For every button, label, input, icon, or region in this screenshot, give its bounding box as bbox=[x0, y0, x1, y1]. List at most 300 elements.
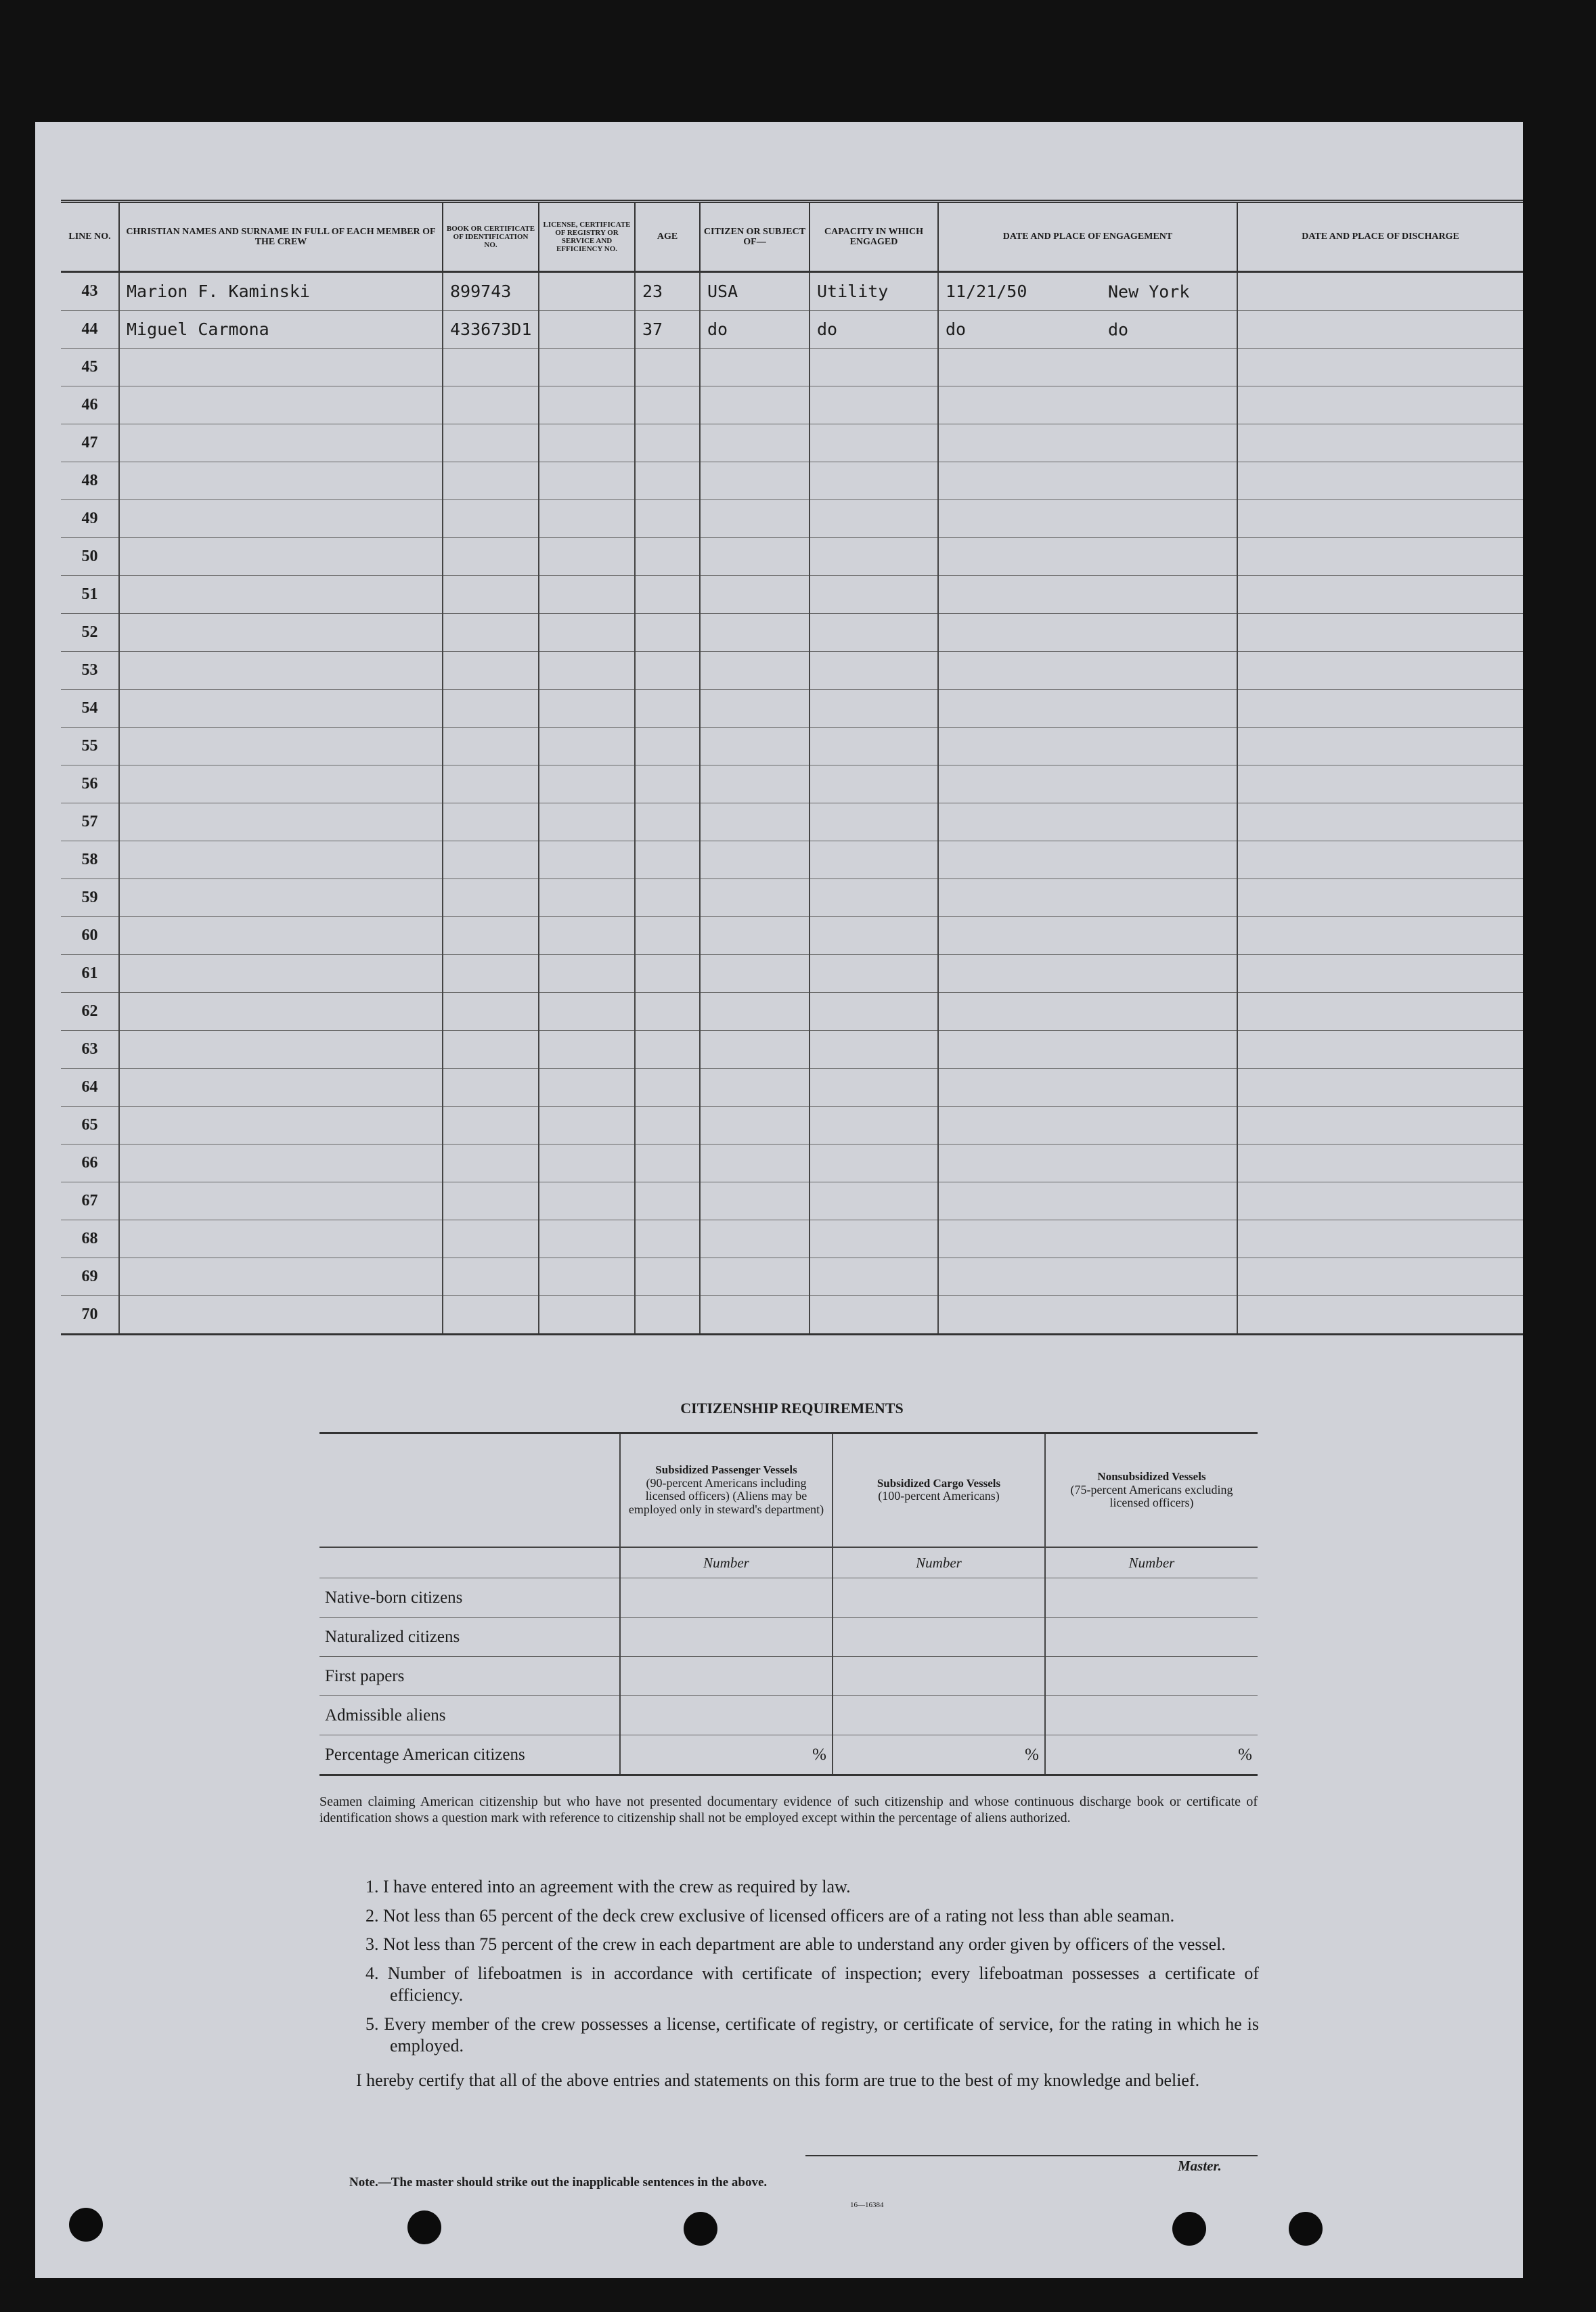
license-number bbox=[539, 1144, 635, 1182]
crew-name bbox=[119, 538, 443, 576]
header-discharge: DATE AND PLACE OF DISCHARGE bbox=[1237, 202, 1523, 272]
capacity bbox=[810, 993, 938, 1031]
discharge bbox=[1237, 841, 1523, 879]
crew-age bbox=[635, 841, 700, 879]
book-number bbox=[443, 424, 539, 462]
discharge bbox=[1237, 1220, 1523, 1258]
engagement bbox=[938, 917, 1237, 955]
discharge bbox=[1237, 955, 1523, 993]
license-number bbox=[539, 1296, 635, 1335]
engagement bbox=[938, 1069, 1237, 1107]
book-number bbox=[443, 462, 539, 500]
capacity bbox=[810, 1296, 938, 1335]
discharge bbox=[1237, 1107, 1523, 1144]
header-book-no: BOOK OR CERTIFICATE OF IDENTIFICATION NO. bbox=[443, 202, 539, 272]
engagement bbox=[938, 614, 1237, 652]
punch-hole bbox=[1289, 2212, 1323, 2246]
citizenship-count-cell bbox=[1045, 1578, 1258, 1618]
license-number bbox=[539, 500, 635, 538]
master-label: Master. bbox=[1178, 2158, 1222, 2174]
line-number: 63 bbox=[61, 1031, 119, 1069]
engagement bbox=[938, 462, 1237, 500]
line-number: 48 bbox=[61, 462, 119, 500]
crew-name bbox=[119, 879, 443, 917]
engagement-place: do bbox=[1108, 319, 1129, 339]
crew-name bbox=[119, 652, 443, 690]
number-label: Number bbox=[620, 1547, 833, 1578]
citizenship bbox=[700, 1220, 810, 1258]
engagement bbox=[938, 652, 1237, 690]
book-number: 433673D1 bbox=[443, 311, 539, 349]
crew-row bbox=[61, 462, 1523, 500]
number-label: Number bbox=[1045, 1547, 1258, 1578]
discharge bbox=[1237, 462, 1523, 500]
discharge bbox=[1237, 1296, 1523, 1335]
citizenship-header-blank bbox=[319, 1433, 620, 1548]
book-number bbox=[443, 349, 539, 386]
citizenship-row bbox=[319, 1696, 1258, 1735]
book-number bbox=[443, 576, 539, 614]
capacity bbox=[810, 1031, 938, 1069]
discharge bbox=[1237, 879, 1523, 917]
header-capacity: CAPACITY IN WHICH ENGAGED bbox=[810, 202, 938, 272]
statements-list bbox=[365, 1876, 1259, 2064]
discharge bbox=[1237, 652, 1523, 690]
discharge bbox=[1237, 1258, 1523, 1296]
citizenship bbox=[700, 1107, 810, 1144]
crew-name: Marion F. Kaminski bbox=[119, 272, 443, 311]
crew-age bbox=[635, 386, 700, 424]
book-number bbox=[443, 652, 539, 690]
discharge bbox=[1237, 690, 1523, 728]
book-number bbox=[443, 803, 539, 841]
crew-name bbox=[119, 1182, 443, 1220]
statement-item: 5. Every member of the crew possesses a license, certificate of registry, or certificate of service, for the rating in which he is employed. bbox=[365, 2014, 1259, 2055]
nonsubsidized-vessels-sub: (75-percent Americans excluding licensed officers) bbox=[1070, 1482, 1233, 1510]
license-number bbox=[539, 462, 635, 500]
crew-row bbox=[61, 1296, 1523, 1335]
capacity bbox=[810, 500, 938, 538]
line-number: 47 bbox=[61, 424, 119, 462]
punch-hole bbox=[1172, 2212, 1206, 2246]
engagement bbox=[938, 841, 1237, 879]
engagement bbox=[938, 311, 1237, 349]
discharge bbox=[1237, 311, 1523, 349]
statement-item: 1. I have entered into an agreement with the crew as required by law. bbox=[365, 1877, 851, 1896]
crew-row bbox=[61, 917, 1523, 955]
line-number: 62 bbox=[61, 993, 119, 1031]
engagement bbox=[938, 576, 1237, 614]
engagement bbox=[938, 1107, 1237, 1144]
crew-name bbox=[119, 1031, 443, 1069]
crew-name bbox=[119, 349, 443, 386]
line-number: 61 bbox=[61, 955, 119, 993]
header-citizen: CITIZEN OR SUBJECT OF— bbox=[700, 202, 810, 272]
book-number bbox=[443, 955, 539, 993]
engagement-date: 11/21/50 bbox=[946, 282, 1027, 301]
engagement bbox=[938, 500, 1237, 538]
citizenship bbox=[700, 1296, 810, 1335]
engagement bbox=[938, 690, 1237, 728]
citizenship-count-cell bbox=[1045, 1618, 1258, 1657]
statement-item: 3. Not less than 75 percent of the crew in each department are able to understand any order given by officers of the vessel. bbox=[365, 1934, 1226, 1954]
citizenship bbox=[700, 917, 810, 955]
crew-row bbox=[61, 765, 1523, 803]
license-number bbox=[539, 1107, 635, 1144]
crew-age bbox=[635, 1069, 700, 1107]
line-number: 70 bbox=[61, 1296, 119, 1335]
license-number bbox=[539, 993, 635, 1031]
crew-age bbox=[635, 993, 700, 1031]
crew-name bbox=[119, 614, 443, 652]
footnote: Note.—The master should strike out the inapplicable sentences in the above. bbox=[349, 2175, 768, 2189]
license-number bbox=[539, 538, 635, 576]
crew-name bbox=[119, 765, 443, 803]
citizenship bbox=[700, 500, 810, 538]
license-number bbox=[539, 1258, 635, 1296]
line-number: 60 bbox=[61, 917, 119, 955]
engagement bbox=[938, 993, 1237, 1031]
engagement bbox=[938, 424, 1237, 462]
capacity bbox=[810, 1182, 938, 1220]
engagement bbox=[938, 728, 1237, 765]
line-number: 69 bbox=[61, 1258, 119, 1296]
book-number bbox=[443, 765, 539, 803]
book-number bbox=[443, 500, 539, 538]
crew-age bbox=[635, 349, 700, 386]
crew-age bbox=[635, 462, 700, 500]
crew-age bbox=[635, 1144, 700, 1182]
crew-row bbox=[61, 576, 1523, 614]
citizenship bbox=[700, 462, 810, 500]
citizenship-count-cell bbox=[833, 1657, 1045, 1696]
citizenship: USA bbox=[700, 272, 810, 311]
crew-age bbox=[635, 424, 700, 462]
crew-name bbox=[119, 1258, 443, 1296]
engagement bbox=[938, 272, 1237, 311]
crew-name bbox=[119, 955, 443, 993]
header-names: CHRISTIAN NAMES AND SURNAME IN FULL OF EACH MEMBER OF THE CREW bbox=[119, 202, 443, 272]
citizenship-row bbox=[319, 1735, 1258, 1775]
crew-age bbox=[635, 728, 700, 765]
discharge bbox=[1237, 1144, 1523, 1182]
crew-name bbox=[119, 500, 443, 538]
engagement bbox=[938, 765, 1237, 803]
citizenship bbox=[700, 1069, 810, 1107]
discharge bbox=[1237, 1182, 1523, 1220]
license-number bbox=[539, 728, 635, 765]
crew-age bbox=[635, 955, 700, 993]
discharge bbox=[1237, 576, 1523, 614]
capacity bbox=[810, 803, 938, 841]
line-number: 65 bbox=[61, 1107, 119, 1144]
book-number bbox=[443, 917, 539, 955]
citizenship bbox=[700, 1258, 810, 1296]
crew-list-table bbox=[61, 200, 1523, 1335]
line-number: 50 bbox=[61, 538, 119, 576]
citizenship bbox=[700, 728, 810, 765]
line-number: 56 bbox=[61, 765, 119, 803]
line-number: 53 bbox=[61, 652, 119, 690]
line-number: 59 bbox=[61, 879, 119, 917]
crew-row bbox=[61, 500, 1523, 538]
master-signature-line bbox=[805, 2155, 1258, 2156]
capacity bbox=[810, 841, 938, 879]
line-number: 55 bbox=[61, 728, 119, 765]
discharge bbox=[1237, 386, 1523, 424]
capacity bbox=[810, 728, 938, 765]
citizenship-row-label: Admissible aliens bbox=[319, 1696, 620, 1735]
license-number bbox=[539, 841, 635, 879]
citizenship bbox=[700, 841, 810, 879]
line-number: 51 bbox=[61, 576, 119, 614]
license-number bbox=[539, 349, 635, 386]
crew-row bbox=[61, 993, 1523, 1031]
license-number bbox=[539, 311, 635, 349]
citizenship bbox=[700, 879, 810, 917]
book-number bbox=[443, 1296, 539, 1335]
header-age: AGE bbox=[635, 202, 700, 272]
crew-age bbox=[635, 614, 700, 652]
license-number bbox=[539, 803, 635, 841]
book-number bbox=[443, 1144, 539, 1182]
license-number bbox=[539, 1069, 635, 1107]
header-passenger-vessels bbox=[620, 1433, 833, 1548]
engagement bbox=[938, 1031, 1237, 1069]
crew-row bbox=[61, 1107, 1523, 1144]
book-number bbox=[443, 728, 539, 765]
citizenship-row-label: First papers bbox=[319, 1657, 620, 1696]
citizenship bbox=[700, 576, 810, 614]
seamen-note: Seamen claiming American citizenship but who have not presented documentary evidence of such citizenship and whose continuous discharge book or certificate of identification shows a question mark with reference to citizenship shall not be employed except within the percentage of aliens authorized. bbox=[319, 1794, 1258, 1825]
crew-age bbox=[635, 500, 700, 538]
number-label: Number bbox=[833, 1547, 1045, 1578]
discharge bbox=[1237, 803, 1523, 841]
book-number bbox=[443, 614, 539, 652]
book-number bbox=[443, 841, 539, 879]
line-number: 54 bbox=[61, 690, 119, 728]
header-nonsubsidized-vessels bbox=[1045, 1433, 1258, 1548]
citizenship bbox=[700, 955, 810, 993]
crew-age bbox=[635, 690, 700, 728]
crew-row bbox=[61, 614, 1523, 652]
header-engagement: DATE AND PLACE OF ENGAGEMENT bbox=[938, 202, 1237, 272]
discharge bbox=[1237, 424, 1523, 462]
capacity bbox=[810, 538, 938, 576]
line-number: 66 bbox=[61, 1144, 119, 1182]
citizenship-row bbox=[319, 1618, 1258, 1657]
certification-text bbox=[319, 2070, 1258, 2092]
capacity bbox=[810, 1107, 938, 1144]
crew-row bbox=[61, 538, 1523, 576]
capacity: Utility bbox=[810, 272, 938, 311]
number-label-row bbox=[319, 1547, 1258, 1578]
certification-body: I hereby certify that all of the above entries and statements on this form are true to the best of my knowledge and belief. bbox=[356, 2070, 1200, 2090]
citizenship-row bbox=[319, 1657, 1258, 1696]
discharge bbox=[1237, 614, 1523, 652]
crew-row bbox=[61, 424, 1523, 462]
crew-name bbox=[119, 917, 443, 955]
crew-table-header bbox=[61, 202, 1523, 272]
license-number bbox=[539, 1182, 635, 1220]
book-number bbox=[443, 1107, 539, 1144]
capacity bbox=[810, 386, 938, 424]
crew-name bbox=[119, 1296, 443, 1335]
crew-age bbox=[635, 879, 700, 917]
line-number: 45 bbox=[61, 349, 119, 386]
capacity bbox=[810, 424, 938, 462]
book-number bbox=[443, 538, 539, 576]
license-number bbox=[539, 690, 635, 728]
book-number bbox=[443, 993, 539, 1031]
citizenship-row-label: Naturalized citizens bbox=[319, 1618, 620, 1657]
book-number: 899743 bbox=[443, 272, 539, 311]
line-number: 49 bbox=[61, 500, 119, 538]
capacity bbox=[810, 690, 938, 728]
capacity bbox=[810, 1258, 938, 1296]
nonsubsidized-vessels-title: Nonsubsidized Vessels bbox=[1097, 1469, 1206, 1483]
discharge bbox=[1237, 993, 1523, 1031]
crew-name bbox=[119, 993, 443, 1031]
punch-hole bbox=[407, 2210, 441, 2244]
crew-age bbox=[635, 1107, 700, 1144]
crew-age bbox=[635, 652, 700, 690]
line-number: 64 bbox=[61, 1069, 119, 1107]
crew-name bbox=[119, 386, 443, 424]
capacity bbox=[810, 1069, 938, 1107]
engagement bbox=[938, 803, 1237, 841]
license-number bbox=[539, 652, 635, 690]
header-license-no: LICENSE, CERTIFICATE OF REGISTRY OR SERVICE AND EFFICIENCY NO. bbox=[539, 202, 635, 272]
citizenship-count-cell: % bbox=[833, 1735, 1045, 1775]
crew-age: 37 bbox=[635, 311, 700, 349]
crew-row bbox=[61, 1069, 1523, 1107]
crew-age bbox=[635, 1031, 700, 1069]
license-number bbox=[539, 272, 635, 311]
citizenship-count-cell: % bbox=[1045, 1735, 1258, 1775]
discharge bbox=[1237, 538, 1523, 576]
citizenship bbox=[700, 652, 810, 690]
crew-row bbox=[61, 652, 1523, 690]
passenger-vessels-title: Subsidized Passenger Vessels bbox=[655, 1463, 797, 1476]
crew-age bbox=[635, 538, 700, 576]
license-number bbox=[539, 879, 635, 917]
citizenship-row-label: Native-born citizens bbox=[319, 1578, 620, 1618]
citizenship bbox=[700, 349, 810, 386]
punch-hole bbox=[684, 2212, 717, 2246]
citizenship bbox=[700, 690, 810, 728]
crew-row bbox=[61, 1144, 1523, 1182]
capacity bbox=[810, 652, 938, 690]
crew-row bbox=[61, 1220, 1523, 1258]
citizenship-count-cell bbox=[620, 1618, 833, 1657]
crew-age bbox=[635, 1182, 700, 1220]
engagement bbox=[938, 879, 1237, 917]
discharge bbox=[1237, 349, 1523, 386]
cargo-vessels-title: Subsidized Cargo Vessels bbox=[877, 1476, 1001, 1490]
book-number bbox=[443, 1258, 539, 1296]
book-number bbox=[443, 386, 539, 424]
capacity bbox=[810, 879, 938, 917]
line-number: 52 bbox=[61, 614, 119, 652]
crew-name bbox=[119, 690, 443, 728]
crew-name bbox=[119, 803, 443, 841]
statement-item: 4. Number of lifeboatmen is in accordance with certificate of inspection; every lifeboatman possesses a certificate of efficiency. bbox=[365, 1963, 1259, 2005]
engagement bbox=[938, 1144, 1237, 1182]
crew-row bbox=[61, 1182, 1523, 1220]
book-number bbox=[443, 1220, 539, 1258]
discharge bbox=[1237, 1069, 1523, 1107]
line-number: 43 bbox=[61, 272, 119, 311]
line-number: 46 bbox=[61, 386, 119, 424]
crew-age bbox=[635, 1220, 700, 1258]
citizenship bbox=[700, 1031, 810, 1069]
citizenship bbox=[700, 1182, 810, 1220]
citizenship bbox=[700, 424, 810, 462]
engagement bbox=[938, 1220, 1237, 1258]
crew-row bbox=[61, 690, 1523, 728]
crew-name: Miguel Carmona bbox=[119, 311, 443, 349]
citizenship-table bbox=[319, 1432, 1258, 1776]
citizenship bbox=[700, 614, 810, 652]
capacity bbox=[810, 917, 938, 955]
form-number: 16—16384 bbox=[850, 2201, 884, 2209]
crew-row bbox=[61, 349, 1523, 386]
citizenship bbox=[700, 765, 810, 803]
citizenship-count-cell bbox=[620, 1657, 833, 1696]
discharge bbox=[1237, 1031, 1523, 1069]
number-label-blank bbox=[319, 1547, 620, 1578]
engagement-place: New York bbox=[1108, 282, 1190, 301]
citizenship-count-cell bbox=[1045, 1657, 1258, 1696]
citizenship-count-cell bbox=[620, 1696, 833, 1735]
crew-row bbox=[61, 803, 1523, 841]
capacity bbox=[810, 765, 938, 803]
discharge bbox=[1237, 728, 1523, 765]
book-number bbox=[443, 1069, 539, 1107]
line-number: 44 bbox=[61, 311, 119, 349]
cargo-vessels-sub: (100-percent Americans) bbox=[878, 1489, 1000, 1503]
license-number bbox=[539, 576, 635, 614]
crew-name bbox=[119, 1144, 443, 1182]
crew-age bbox=[635, 576, 700, 614]
book-number bbox=[443, 1031, 539, 1069]
capacity bbox=[810, 955, 938, 993]
crew-name bbox=[119, 576, 443, 614]
discharge bbox=[1237, 500, 1523, 538]
crew-age: 23 bbox=[635, 272, 700, 311]
license-number bbox=[539, 765, 635, 803]
crew-name bbox=[119, 1220, 443, 1258]
header-line-no: LINE NO. bbox=[61, 202, 119, 272]
citizenship bbox=[700, 803, 810, 841]
capacity bbox=[810, 576, 938, 614]
crew-row bbox=[61, 272, 1523, 311]
engagement bbox=[938, 955, 1237, 993]
statement-item: 2. Not less than 65 percent of the deck crew exclusive of licensed officers are of a rating not less than able seaman. bbox=[365, 1905, 1175, 1926]
license-number bbox=[539, 1220, 635, 1258]
engagement bbox=[938, 349, 1237, 386]
citizenship-count-cell: % bbox=[620, 1735, 833, 1775]
crew-age bbox=[635, 803, 700, 841]
engagement bbox=[938, 386, 1237, 424]
citizenship-count-cell bbox=[833, 1578, 1045, 1618]
license-number bbox=[539, 1031, 635, 1069]
engagement bbox=[938, 1258, 1237, 1296]
citizenship-count-cell bbox=[1045, 1696, 1258, 1735]
discharge bbox=[1237, 917, 1523, 955]
crew-age bbox=[635, 765, 700, 803]
